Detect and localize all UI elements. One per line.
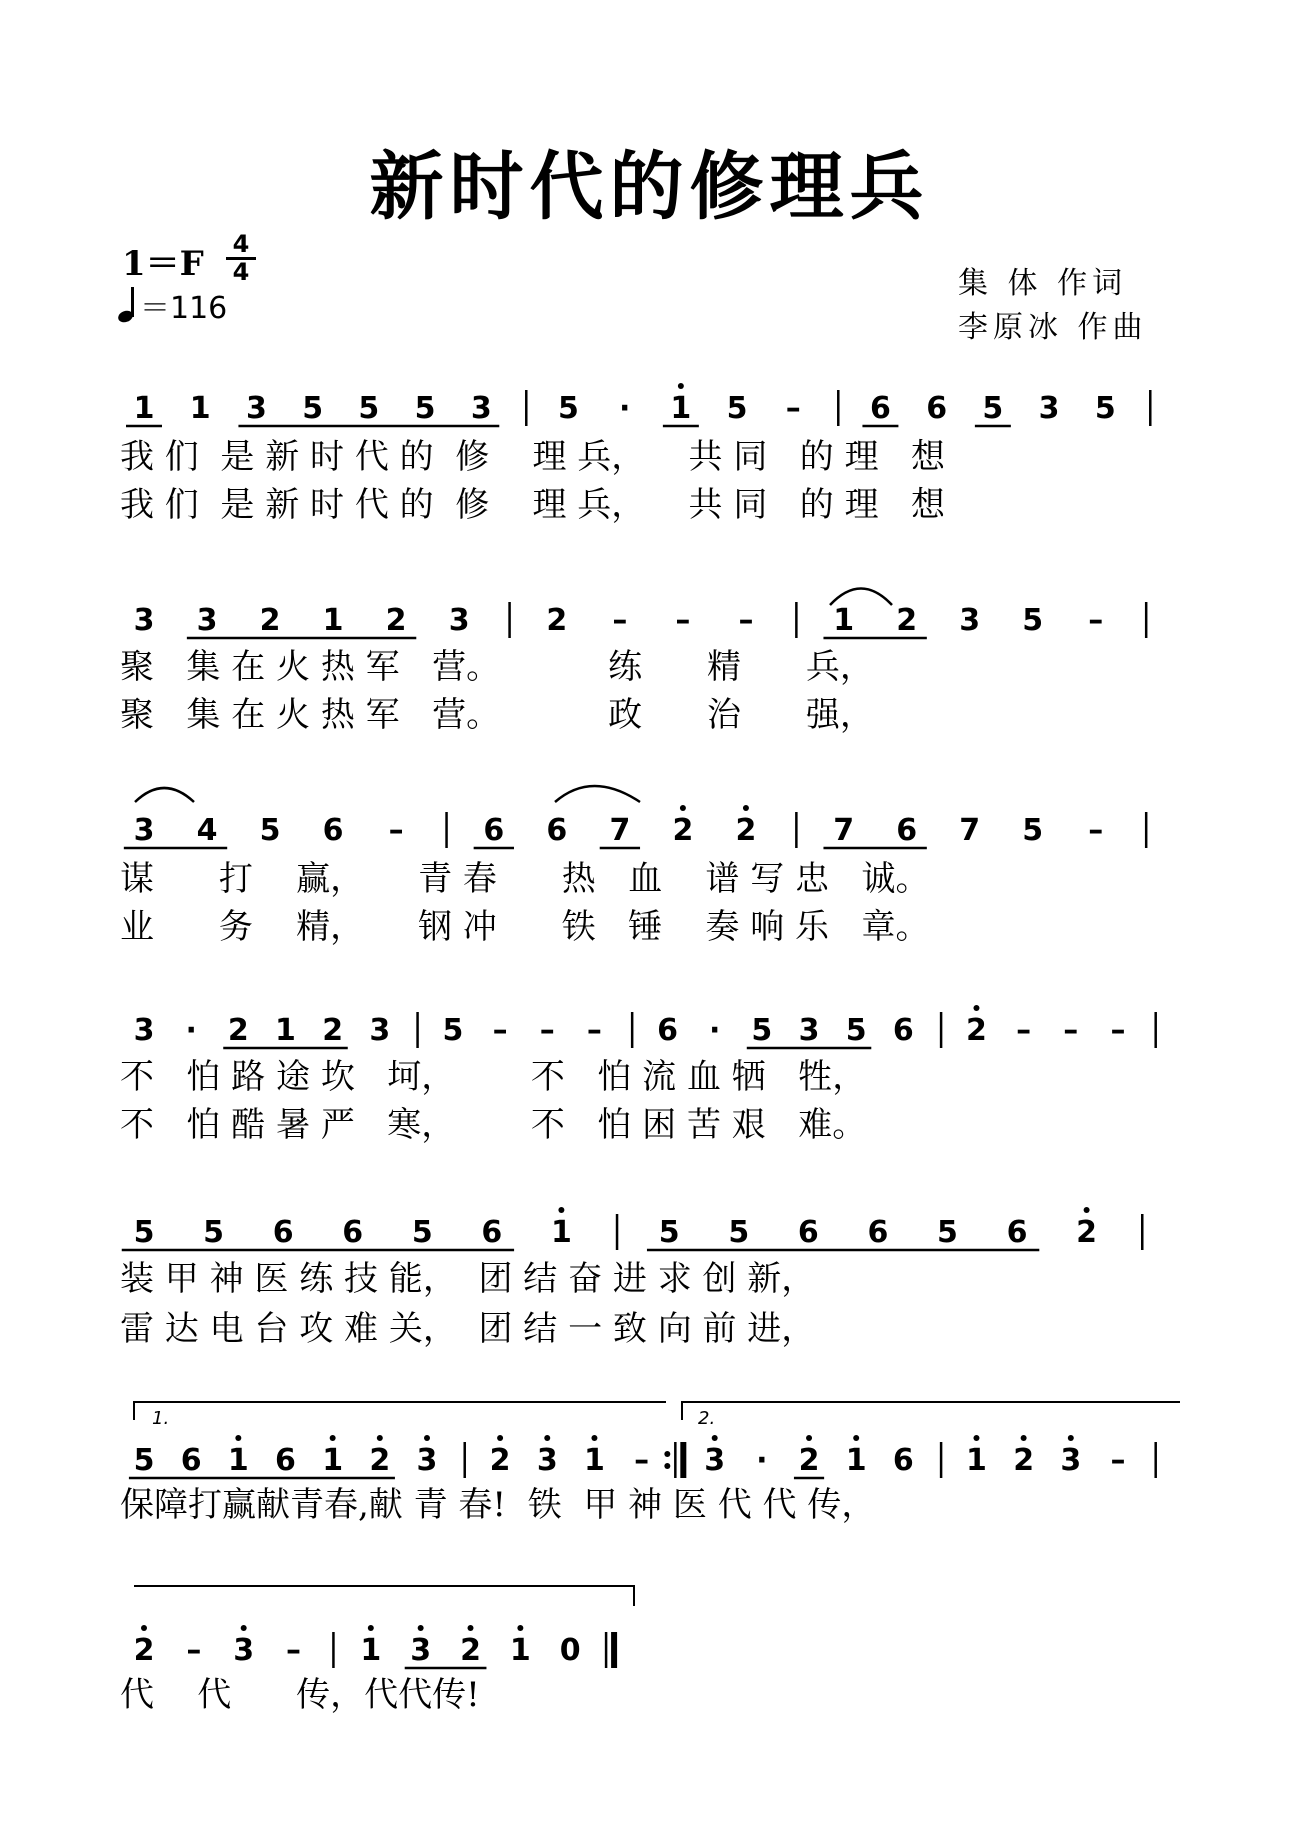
- note: 1: [550, 1215, 572, 1250]
- song-title: 新时代的修理兵: [369, 144, 930, 230]
- note: –: [612, 603, 628, 638]
- note: 1: [966, 1443, 987, 1478]
- note: 5: [133, 1215, 155, 1250]
- lyrics-line: 我 们 是 新 时 代 的 修 理 兵， 共 同 的 理 想: [120, 437, 945, 477]
- note: –: [1088, 813, 1104, 848]
- high-octave-dot: [591, 1435, 597, 1441]
- note: –: [1110, 1443, 1126, 1478]
- note: –: [388, 813, 404, 848]
- note: 1: [583, 1443, 605, 1478]
- note: –: [1110, 1013, 1126, 1048]
- note: 7: [959, 813, 981, 848]
- high-octave-dot: [468, 1625, 474, 1631]
- note: 7: [609, 813, 631, 848]
- note: 6: [892, 1443, 914, 1478]
- note: 5: [845, 1013, 867, 1048]
- note: 2: [369, 1443, 391, 1478]
- note: 3: [416, 1443, 438, 1478]
- note: 1: [189, 391, 211, 426]
- note: 5: [726, 391, 748, 426]
- note: 2: [259, 603, 281, 638]
- note: 2: [1013, 1443, 1035, 1478]
- note: 6: [481, 1215, 503, 1250]
- high-octave-dot: [1068, 1435, 1074, 1441]
- note: 4: [196, 813, 218, 848]
- high-octave-dot: [418, 1625, 424, 1631]
- note: 2: [672, 813, 694, 848]
- note: –: [186, 1633, 202, 1668]
- note: 5: [411, 1215, 433, 1250]
- note: 2: [489, 1443, 511, 1478]
- lyrics-line: 保障打赢献青春,献 青 春! 铁 甲 神 医 代 代 传，: [120, 1485, 876, 1525]
- high-octave-dot: [1021, 1435, 1027, 1441]
- note: 6: [892, 1013, 914, 1048]
- volta-bracket-1: [134, 1402, 666, 1420]
- note: 0: [559, 1633, 581, 1668]
- note: 1: [322, 1443, 344, 1478]
- high-octave-dot: [517, 1625, 523, 1631]
- high-octave-dot: [743, 805, 749, 811]
- repeat-dot: [664, 1451, 670, 1457]
- note: –: [1016, 1013, 1032, 1048]
- note: 6: [926, 391, 948, 426]
- high-octave-dot: [853, 1435, 859, 1441]
- high-octave-dot: [497, 1435, 503, 1441]
- note: 5: [658, 1215, 680, 1250]
- high-octave-dot: [973, 1005, 979, 1011]
- note: 2: [385, 603, 407, 638]
- note: –: [286, 1633, 302, 1668]
- note: 2: [798, 1443, 820, 1478]
- note: 1: [322, 603, 344, 638]
- note: 6: [322, 813, 344, 848]
- note: –: [539, 1013, 555, 1048]
- note: 5: [302, 391, 324, 426]
- note: 6: [483, 813, 505, 848]
- note: 3: [1060, 1443, 1082, 1478]
- composer-credit: 李原冰 作曲: [958, 310, 1148, 345]
- lyrics-line: 我 们 是 新 时 代 的 修 理 兵， 共 同 的 理 想: [120, 485, 945, 525]
- note: –: [785, 391, 801, 426]
- note: 2: [133, 1633, 155, 1668]
- note: 6: [342, 1215, 364, 1250]
- note: 5: [751, 1013, 773, 1048]
- note: 1: [845, 1443, 867, 1478]
- slur: [135, 788, 194, 802]
- note: 1: [227, 1443, 249, 1478]
- note: 1: [833, 603, 855, 638]
- note: 3: [1038, 391, 1060, 426]
- lyrics-line: 聚 集 在 火 热 军 营。 政 治 强，: [120, 695, 874, 735]
- lyrics-line: 聚 集 在 火 热 军 营。 练 精 兵，: [120, 647, 874, 687]
- note: 6: [869, 391, 891, 426]
- high-octave-dot: [680, 805, 686, 811]
- note: 5: [1094, 391, 1116, 426]
- high-octave-dot: [678, 383, 684, 389]
- tempo-value: ＝116: [140, 291, 228, 326]
- lyricist-credit: 集 体 作词: [958, 266, 1128, 301]
- repeat-dot: [664, 1463, 670, 1469]
- note: 5: [728, 1215, 750, 1250]
- note: 5: [133, 1443, 155, 1478]
- note: 5: [1022, 603, 1044, 638]
- lyrics-line: 代 代 传，代代传!: [120, 1675, 480, 1715]
- note: 3: [196, 603, 218, 638]
- note: 5: [259, 813, 281, 848]
- note: 5: [414, 391, 436, 426]
- note: 3: [369, 1013, 391, 1048]
- note: 6: [180, 1443, 202, 1478]
- note: –: [738, 603, 754, 638]
- note: 6: [546, 813, 568, 848]
- note: ·: [618, 391, 631, 426]
- note: 3: [133, 813, 155, 848]
- key-signature: 1＝F: [122, 244, 204, 284]
- note: 6: [896, 813, 918, 848]
- note: 6: [275, 1443, 296, 1478]
- note: 3: [798, 1013, 820, 1048]
- note: 2: [1076, 1215, 1098, 1250]
- note: 2: [460, 1633, 481, 1668]
- note: 1: [670, 391, 692, 426]
- note: –: [492, 1013, 508, 1048]
- high-octave-dot: [235, 1435, 241, 1441]
- note: –: [586, 1013, 602, 1048]
- high-octave-dot: [1084, 1207, 1090, 1213]
- note: ·: [185, 1013, 197, 1048]
- note: ·: [708, 1013, 721, 1048]
- note: 1: [275, 1013, 296, 1048]
- note: 2: [322, 1013, 344, 1048]
- note: 3: [704, 1443, 726, 1478]
- note: 5: [442, 1013, 464, 1048]
- note: 5: [203, 1215, 225, 1250]
- lyrics-line: 雷 达 电 台 攻 难 关， 团 结 一 致 向 前 进，: [120, 1309, 816, 1349]
- note: 5: [557, 391, 579, 426]
- note: 6: [657, 1013, 678, 1048]
- note: 7: [833, 813, 855, 848]
- time-signature-denominator: 4: [232, 258, 250, 286]
- note: 5: [358, 391, 380, 426]
- high-octave-dot: [424, 1435, 430, 1441]
- high-octave-dot: [377, 1435, 383, 1441]
- high-octave-dot: [973, 1435, 979, 1441]
- note: 2: [735, 813, 757, 848]
- note: 2: [896, 603, 918, 638]
- note: 1: [360, 1633, 382, 1668]
- lyrics-line: 谋 打 赢， 青 春 热 血 谱 写 忠 诚。: [120, 859, 930, 899]
- note: 2: [966, 1013, 987, 1048]
- volta-bracket-2: [682, 1402, 1180, 1420]
- note: 5: [937, 1215, 958, 1250]
- note: 3: [959, 603, 981, 638]
- note: 3: [245, 391, 267, 426]
- note: 6: [1006, 1215, 1028, 1250]
- note: 3: [410, 1633, 432, 1668]
- note: 6: [272, 1215, 294, 1250]
- note: 5: [982, 391, 1004, 426]
- high-octave-dot: [806, 1435, 812, 1441]
- note: ·: [756, 1443, 768, 1478]
- high-octave-dot: [368, 1625, 374, 1631]
- high-octave-dot: [712, 1435, 718, 1441]
- high-octave-dot: [141, 1625, 147, 1631]
- volta-label-2: 2.: [698, 1408, 716, 1429]
- note: 6: [867, 1215, 889, 1250]
- high-octave-dot: [558, 1207, 564, 1213]
- volta-label-1: 1.: [152, 1408, 170, 1429]
- note: 5: [1022, 813, 1044, 848]
- note: 3: [470, 391, 492, 426]
- high-octave-dot: [330, 1435, 336, 1441]
- note: 3: [233, 1633, 255, 1668]
- lyrics-line: 业 务 精， 钢 冲 铁 锤 奏 响 乐 章。: [120, 907, 930, 947]
- lyrics-line: 不 怕 路 途 坎 坷， 不 怕 流 血 牺 牲，: [120, 1057, 867, 1097]
- high-octave-dot: [544, 1435, 550, 1441]
- continuation-bracket: [134, 1586, 634, 1606]
- note: –: [1088, 603, 1104, 638]
- note: 3: [448, 603, 470, 638]
- note: –: [675, 603, 691, 638]
- note: 1: [509, 1633, 531, 1668]
- note: 3: [133, 603, 155, 638]
- note: –: [1063, 1013, 1079, 1048]
- note: 2: [546, 603, 568, 638]
- note: 3: [536, 1443, 558, 1478]
- high-octave-dot: [241, 1625, 247, 1631]
- note: 2: [227, 1013, 249, 1048]
- note: –: [634, 1443, 650, 1478]
- slur: [555, 786, 640, 802]
- note: 3: [133, 1013, 155, 1048]
- note: 1: [133, 391, 155, 426]
- lyrics-line: 装 甲 神 医 练 技 能， 团 结 奋 进 求 创 新，: [120, 1259, 816, 1299]
- lyrics-line: 不 怕 酷 暑 严 寒， 不 怕 困 苦 艰 难。: [120, 1105, 867, 1145]
- time-signature-numerator: 4: [226, 232, 256, 260]
- note: 6: [797, 1215, 819, 1250]
